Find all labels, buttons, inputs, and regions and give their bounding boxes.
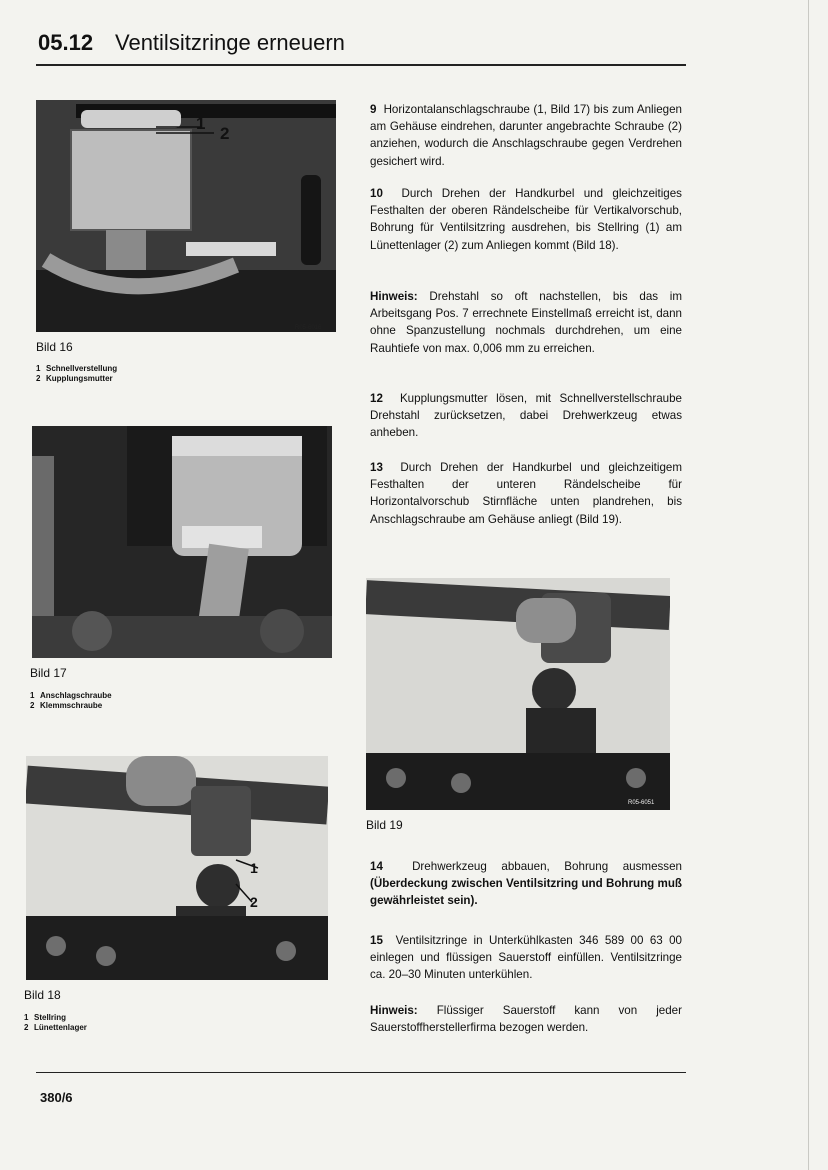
figure-19-photo-code: R05-6051 bbox=[628, 800, 655, 806]
legend-item: 1 Anschlagschraube bbox=[30, 691, 112, 700]
figure-16-callout-1: 1 bbox=[196, 114, 206, 133]
figure-17-caption: Bild 17 bbox=[30, 666, 67, 680]
figure-18-callout-2: 2 bbox=[250, 894, 258, 910]
hinweis-1: Hinweis: Drehstahl so oft nachstellen, bis das im Arbeitsgang Pos. 7 errechnete Einstellmaß erreicht ist, dann ohne Spanzustellung nochmals durchdrehen, um eine Rauhtiefe von max. 0,006 mm zu erreichen. bbox=[370, 290, 682, 355]
hinweis-2: Hinweis: Flüssiger Sauerstoff kann von jeder Sauerstoffherstellerfirma bezogen werden. bbox=[370, 1004, 682, 1035]
figure-18-callouts bbox=[250, 860, 280, 910]
section-title: Ventilsitzringe erneuern bbox=[115, 30, 345, 55]
figure-16-caption: Bild 16 bbox=[36, 340, 73, 354]
step-9: 9 Horizontalanschlagschraube (1, Bild 17) bis zum Anliegen am Gehäuse eindrehen, darunter angebrachte Schraube (2) anziehen, wodurch die Anschlagschraube gegen Verdrehen gesichert wird. bbox=[370, 103, 682, 168]
figure-16-callouts bbox=[196, 114, 236, 144]
step-10: 10 Durch Drehen der Handkurbel und gleichzeitiges Festhalten der oberen Rändelscheibe für Vertikalvorschub, Bohrung für Ventilsitzring ausdrehen, bis Stellring (1) am Lünettenlager (2) zum Anliegen kommt (Bild 18). bbox=[370, 187, 682, 252]
legend-item: 2 Klemmschraube bbox=[30, 701, 103, 710]
legend-item: 1 Schnellverstellung bbox=[36, 364, 118, 373]
legend-item: 2 Kupplungsmutter bbox=[36, 374, 113, 383]
figure-18-caption: Bild 18 bbox=[24, 988, 61, 1002]
page-edge-line bbox=[808, 0, 809, 1170]
figure-18-photo bbox=[26, 756, 328, 980]
legend-item: 1 Stellring bbox=[24, 1013, 67, 1022]
section-number: 05.12 bbox=[38, 30, 94, 55]
figure-17-legend bbox=[30, 691, 112, 711]
step-12: 12 Kupplungsmutter lösen, mit Schnellverstellschraube Drehstahl zurücksetzen, dabei Drehwerkzeug etwas anheben. bbox=[370, 392, 682, 440]
figure-19-caption: Bild 19 bbox=[366, 818, 403, 832]
header-rule bbox=[36, 64, 686, 66]
figure-17-photo bbox=[32, 426, 332, 658]
legend-item: 2 Lünettenlager bbox=[24, 1023, 87, 1032]
footer-rule bbox=[36, 1072, 686, 1073]
figure-16-legend bbox=[36, 364, 117, 384]
figure-18-callout-1: 1 bbox=[250, 860, 258, 876]
step-15: 15 Ventilsitzringe in Unterkühlkasten 346 589 00 63 00 einlegen und flüssigen Sauerstoff einfüllen. Ventilsitzringe ca. 20–30 Minuten unterkühlen. bbox=[370, 934, 682, 982]
figure-18-legend bbox=[24, 1013, 87, 1033]
figure-19-photo bbox=[366, 578, 670, 810]
figure-16-photo bbox=[36, 100, 336, 332]
figure-16-photo-code: R05-6016 bbox=[295, 325, 322, 331]
figure-16-callout-2: 2 bbox=[220, 124, 230, 143]
step-13: 13 Durch Drehen der Handkurbel und gleichzeitigem Festhalten der unteren Rändelscheibe für Horizontalvorschub Stirnfläche unten plandrehen, bis Anschlagschraube am Gehäuse anliegt (Bild 19). bbox=[370, 461, 682, 526]
page-number: 380/6 bbox=[40, 1090, 73, 1105]
step-14: 14 Drehwerkzeug abbauen, Bohrung ausmessen (Überdeckung zwischen Ventilsitzring und Bohrung muß gewährleistet sein). bbox=[370, 860, 683, 908]
